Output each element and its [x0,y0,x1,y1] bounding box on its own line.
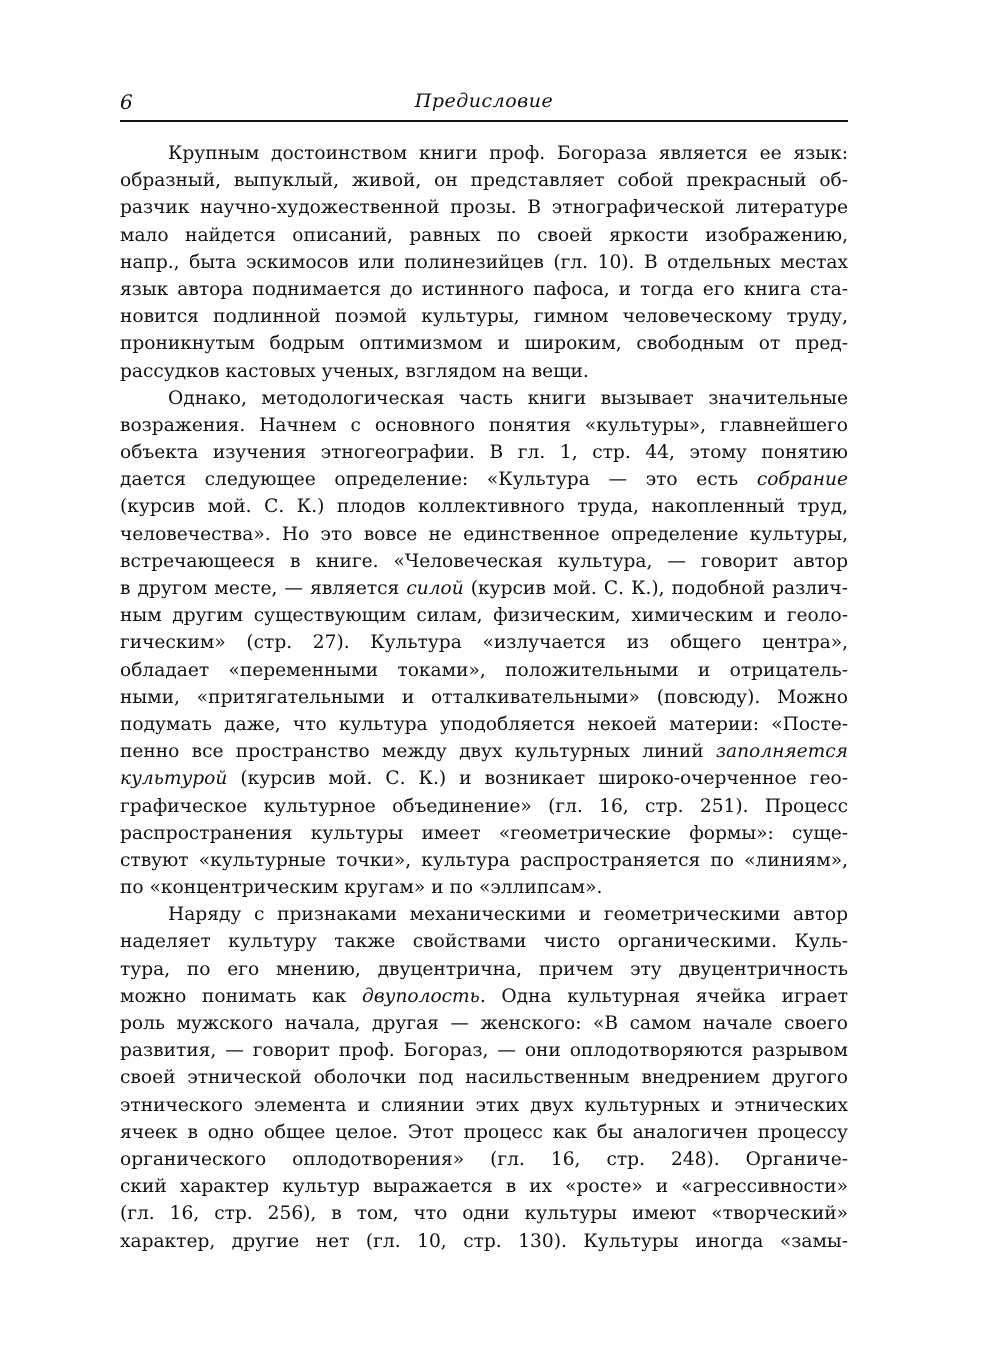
text-line: встречающееся в книге. «Человеческая культура, — говорит автор [120,550,848,572]
text-line: возражения. Начнем с основного понятия «культуры», главнейшего [120,414,848,436]
text-line: обладает «переменными токами», положительными и отрицатель- [120,659,848,681]
text-line [120,738,848,765]
text-line: Крупным достоинством книги проф. Богораза является ее язык: [168,143,848,164]
text-line: органического оплодотворения» (гл. 16, стр. 248). Органиче- [120,1148,848,1170]
italic-emphasis: культурой [120,768,228,790]
text-line: разчик научно-художественной прозы. В этнографической литературе [120,197,848,219]
text-line: роль мужского начала, другая — женского: «В самом начале своего [120,1013,848,1034]
text-run: пенно все пространство между двух культурных линий [120,741,716,763]
page-number: 6 [120,90,133,114]
text-line: ячеек в одно общее целое. Этот процесс как бы аналогичен процессу [120,1121,848,1143]
body-text [120,140,848,1255]
text-line: Наряду с признаками механическими и геометрическими автор [168,904,848,926]
page-header [120,88,848,122]
text-run: (курсив мой. С. К.), подобной различ- [463,578,848,599]
paragraph [120,385,848,902]
paragraph [120,901,848,1254]
text-line [120,765,848,792]
text-line: Однако, методологическая часть книги вызывает значительные [168,387,848,409]
text-line: (курсив мой. С. К.) плодов коллективного труда, накопленный труд, [120,496,848,518]
text-line: язык автора поднимается до истинного пафоса, и тогда его книга ста- [120,278,848,300]
text-line: тура, по его мнению, двуцентрична, причем эту двуцентричность [120,958,848,980]
text-run: (курсив мой. С. К.) и возникает широко-очерченное гео- [227,768,848,790]
paragraph [120,140,848,385]
text-line: проникнутым бодрым оптимизмом и широким, свободным от пред- [120,333,848,355]
text-line: образный, выпуклый, живой, он представляет собой прекрасный об- [120,170,848,192]
text-line: гическим» (стр. 27). Культура «излучается из общего центра», [120,632,848,654]
italic-emphasis: заполняется [715,741,848,763]
text-line [120,466,848,493]
text-line: этнического элемента и слиянии этих двух культурных и этнических [120,1094,848,1116]
running-title: Предисловие [414,90,554,112]
text-line: объекта изучения этногеографии. В гл. 1, стр. 44, этому понятию [120,442,848,464]
text-line: ский характер культур выражается в их «росте» и «агрессивности» [120,1176,848,1198]
italic-emphasis: собрание [756,469,848,491]
text-line: ствуют «культурные точки», культура распространяется по «линиям», [120,849,848,871]
text-line: мало найдется описаний, равных по своей яркости изображению, [120,224,848,246]
text-line: новится подлинной поэмой культуры, гимном человеческому труду, [120,306,848,328]
text-line [120,983,848,1010]
text-line: напр., быта эскимосов или полинезийцев (гл. 10). В отдельных местах [120,251,848,273]
text-line: характер, другие нет (гл. 10, стр. 130). Культуры иногда «замы- [120,1230,848,1252]
text-line: человечества». Но это вовсе не единственное определение культуры, [120,523,848,545]
text-line: по «концентрическим кругам» и по «эллипсам». [120,877,603,899]
text-line: графическое культурное объединение» (гл. 16, стр. 251). Процесс [120,795,848,817]
page [120,88,848,1255]
text-run: . Одна культурная ячейка играет [479,985,848,1007]
text-line: рассудков кастовых ученых, взглядом на вещи. [120,360,589,382]
text-line: ным другим существующим силам, физическим, химическим и геоло- [120,605,848,627]
text-line: ными, «притягательными и отталкивательными» (повсюду). Можно [120,686,848,708]
text-line: своей этнической оболочки под насильственным внедрением другого [120,1067,848,1089]
text-run: дается следующее определение: «Культура — это есть [120,469,757,491]
text-line: (гл. 16, стр. 256), в том, что одни культуры имеют «творческий» [120,1203,848,1225]
italic-emphasis: силой [406,578,464,599]
italic-emphasis: двуполость [362,985,480,1007]
text-run: в другом месте, — является [120,578,407,599]
text-line: развития, — говорит проф. Богораз, — они оплодотворяются разрывом [120,1040,848,1062]
text-line [120,575,848,602]
text-line: наделяет культуру также свойствами чисто органическими. Куль- [120,931,848,953]
text-run: можно понимать как [120,985,363,1007]
text-line: распространения культуры имеет «геометрические формы»: суще- [120,822,848,844]
text-line: подумать даже, что культура уподобляется некоей материи: «Посте- [120,713,848,735]
